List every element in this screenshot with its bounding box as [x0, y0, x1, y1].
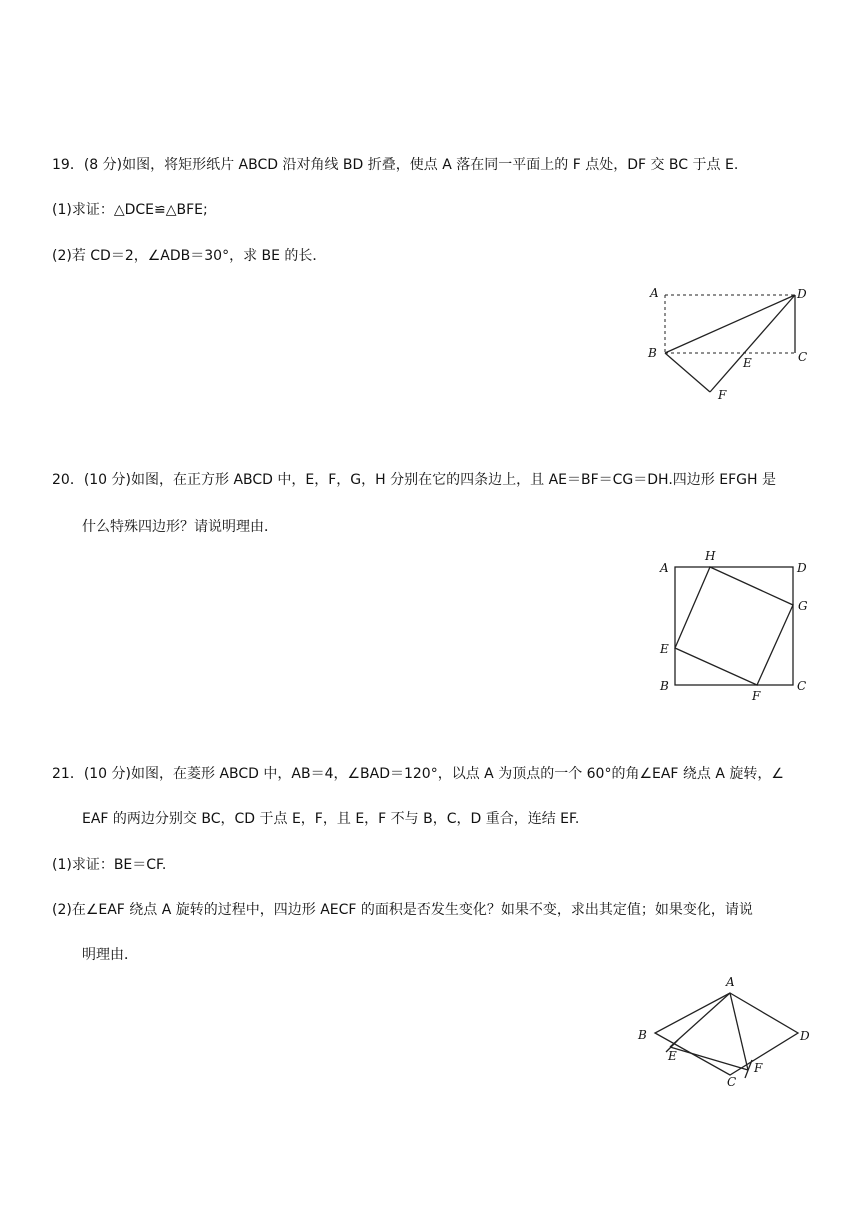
- label-C: C: [727, 1075, 737, 1089]
- label-D: D: [797, 287, 807, 301]
- label-E: E: [660, 642, 669, 656]
- label-E: E: [743, 356, 752, 370]
- p21-line-5: 明理由．: [82, 947, 138, 963]
- p19-line-1: 19．(8 分)如图，将矩形纸片 ABCD 沿对角线 BD 折叠，使点 A 落在同一平面上的 F 点处，DF 交 BC 于点 E.: [52, 157, 739, 173]
- p19-line-3: (2)若 CD＝2，∠ADB＝30°，求 BE 的长．: [52, 248, 327, 264]
- label-F: F: [752, 689, 761, 703]
- label-C: C: [797, 679, 807, 693]
- label-F: F: [754, 1061, 763, 1075]
- label-C: C: [798, 350, 808, 364]
- p21-line-4: (2)在∠EAF 绕点 A 旋转的过程中，四边形 AECF 的面积是否发生变化？如果不变，求出其定值；如果变化，请说: [52, 902, 753, 918]
- label-A: A: [660, 561, 669, 575]
- label-B: B: [648, 346, 657, 360]
- label-B: B: [660, 679, 669, 693]
- p21-line-3: (1)求证：BE＝CF.: [52, 857, 167, 873]
- label-A: A: [726, 975, 735, 989]
- label-B: B: [638, 1028, 647, 1042]
- figure-21: [630, 970, 820, 1095]
- label-H: H: [705, 549, 716, 563]
- figure-20: [650, 545, 820, 705]
- p20-line-1: 20．(10 分)如图，在正方形 ABCD 中，E，F，G，H 分别在它的四条边上，且 AE＝BF＝CG＝DH.四边形 EFGH 是: [52, 472, 776, 488]
- label-G: G: [798, 599, 808, 613]
- p21-line-2: EAF 的两边分别交 BC，CD 于点 E，F，且 E，F 不与 B，C，D 重合，连结 EF.: [82, 811, 580, 827]
- label-E: E: [668, 1049, 677, 1063]
- p21-line-1: 21．(10 分)如图，在菱形 ABCD 中，AB＝4，∠BAD＝120°，以点 A 为顶点的一个 60°的角∠EAF 绕点 A 旋转，∠: [52, 766, 784, 782]
- p19-line-2: (1)求证：△DCE≌△BFE;: [52, 202, 208, 218]
- figure-19: [640, 280, 820, 405]
- label-D: D: [797, 561, 807, 575]
- label-F: F: [718, 388, 727, 402]
- p20-line-2: 什么特殊四边形？请说明理由．: [82, 519, 278, 535]
- label-D: D: [800, 1029, 810, 1043]
- label-A: A: [650, 286, 659, 300]
